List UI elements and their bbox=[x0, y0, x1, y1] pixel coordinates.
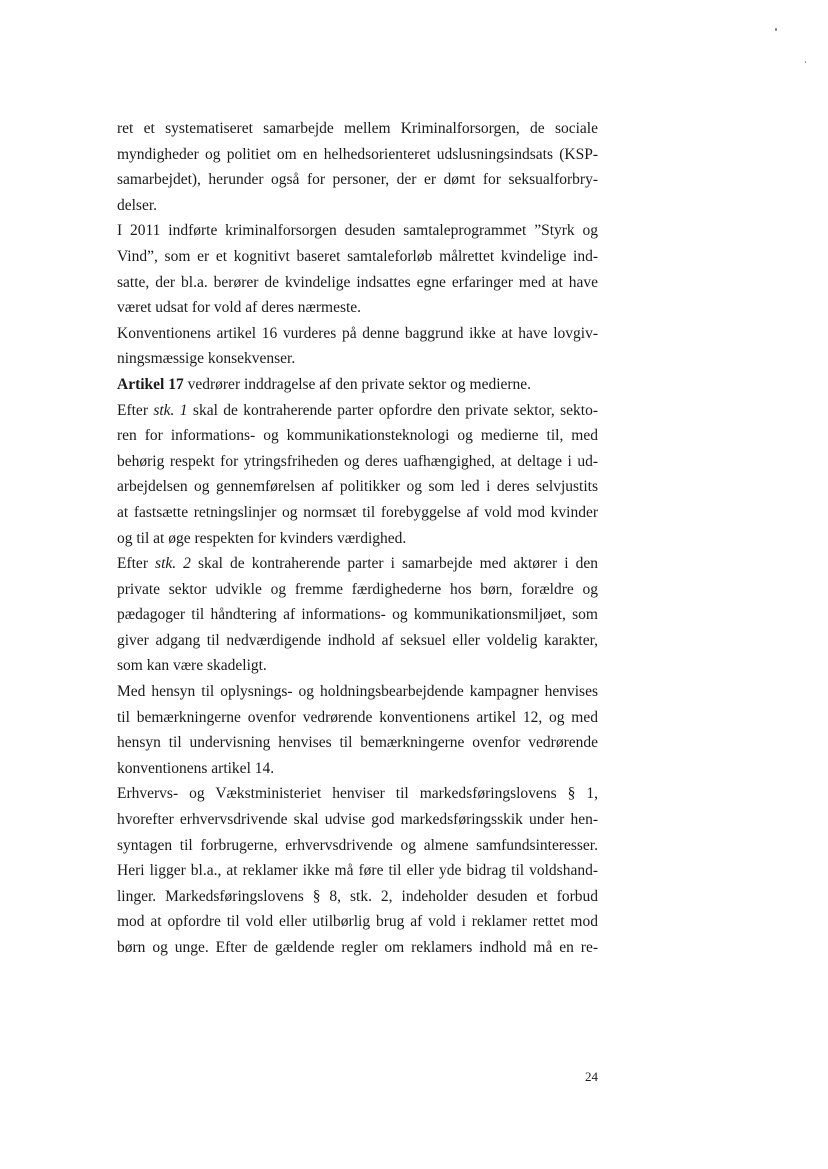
paragraph bbox=[117, 321, 598, 372]
scan-speck bbox=[805, 61, 806, 63]
text-line: hvorefter erhvervsdrivende skal udvise god markedsføringsskik under hen- bbox=[117, 811, 598, 829]
text-line: satte, der bl.a. berører de kvindelige indsattes egne erfaringer med at have bbox=[117, 273, 598, 291]
text-line: som kan være skadeligt. bbox=[117, 657, 267, 675]
text-line: Konventionens artikel 16 vurderes på denne baggrund ikke at have lovgiv- bbox=[117, 324, 598, 342]
text-line: Erhvervs- og Vækstministeriet henviser til markedsføringslovens § 1, bbox=[117, 785, 598, 803]
text-line: giver adgang til nedværdigende indhold af seksuel eller voldelig karakter, bbox=[117, 631, 598, 649]
text-fragment: Efter bbox=[117, 555, 156, 573]
text-line: myndigheder og politiet om en helhedsorienteret udslusningsindsats (KSP- bbox=[117, 145, 598, 163]
paragraph bbox=[117, 398, 598, 552]
text-line: at fastsætte retningslinjer og normsæt til forebyggelse af vold mod kvinder bbox=[117, 503, 598, 521]
stk-reference: stk. 1 bbox=[153, 401, 188, 419]
text-line: ren for informations- og kommunikationsteknologi og medierne til, med bbox=[117, 427, 598, 445]
text-line: Vind”, som er et kognitivt baseret samtaleforløb målrettet kvindelige ind- bbox=[117, 247, 598, 265]
text-fragment: skal de kontraherende parter i samarbejde med aktører i den bbox=[190, 555, 598, 573]
text-line: været udsat for vold af deres nærmeste. bbox=[117, 299, 362, 317]
text-line: ret et systematiseret samarbejde mellem Kriminalforsorgen, de sociale bbox=[117, 120, 598, 137]
text-line: delser. bbox=[117, 196, 158, 214]
page-number: 24 bbox=[585, 1069, 598, 1084]
text-fragment: Efter bbox=[117, 401, 154, 419]
text-line: Med hensyn til oplysnings- og holdningsbearbejdende kampagner henvises bbox=[117, 683, 598, 701]
text-line: syntagen til forbrugerne, erhvervsdrivende og almene samfundsinteresser. bbox=[117, 836, 598, 854]
text-line: arbejdelsen og gennemførelsen af politikker og som led i deres selvjustits bbox=[117, 478, 598, 496]
text-line bbox=[117, 551, 598, 577]
text-line bbox=[117, 372, 598, 398]
text-line: konventionens artikel 14. bbox=[117, 759, 275, 777]
text-line: samarbejdet), herunder også for personer, der er dømt for seksualforbry- bbox=[117, 171, 598, 189]
article-heading: Artikel 17 bbox=[117, 375, 184, 393]
text-line: til bemærkningerne ovenfor vedrørende konventionens artikel 12, og med bbox=[117, 708, 598, 726]
body-text bbox=[117, 116, 598, 961]
text-line: private sektor udvikle og fremme færdighederne hos børn, forældre og bbox=[117, 580, 598, 598]
paragraph bbox=[117, 218, 598, 320]
text-line: pædagoger til håndtering af informations- og kommunikationsmiljøet, som bbox=[117, 606, 598, 624]
text-line: børn og unge. Efter de gældende regler om reklamers indhold må en re- bbox=[117, 939, 598, 956]
text-line: og til at øge respekten for kvinders værdighed. bbox=[117, 529, 407, 547]
scan-speck bbox=[775, 28, 777, 31]
text-line: Heri ligger bl.a., at reklamer ikke må føre til eller yde bidrag til voldshand- bbox=[117, 862, 598, 880]
paragraph bbox=[117, 116, 598, 218]
stk-reference: stk. 2 bbox=[155, 555, 191, 573]
text-line: ningsmæssige konsekvenser. bbox=[117, 350, 296, 368]
text-line: mod at opfordre til vold eller utilbørlig brug af vold i reklamer rettet mod bbox=[117, 913, 598, 931]
text-line: behørig respekt for ytringsfriheden og deres uafhængighed, at deltage i ud- bbox=[117, 452, 598, 470]
text-fragment: skal de kontraherende parter opfordre den private sektor, sekto- bbox=[187, 401, 598, 419]
text-line: linger. Markedsføringslovens § 8, stk. 2, indeholder desuden et forbud bbox=[117, 887, 598, 905]
text-fragment: vedrører inddragelse af den private sektor og medierne. bbox=[183, 375, 532, 393]
text-line: hensyn til undervisning henvises til bemærkningerne ovenfor vedrørende bbox=[117, 734, 598, 752]
paragraph bbox=[117, 679, 598, 781]
paragraph bbox=[117, 551, 598, 679]
paragraph bbox=[117, 781, 598, 960]
text-line bbox=[117, 398, 598, 424]
paragraph bbox=[117, 372, 598, 398]
text-line: I 2011 indførte kriminalforsorgen desuden samtaleprogrammet ”Styrk og bbox=[117, 222, 598, 240]
